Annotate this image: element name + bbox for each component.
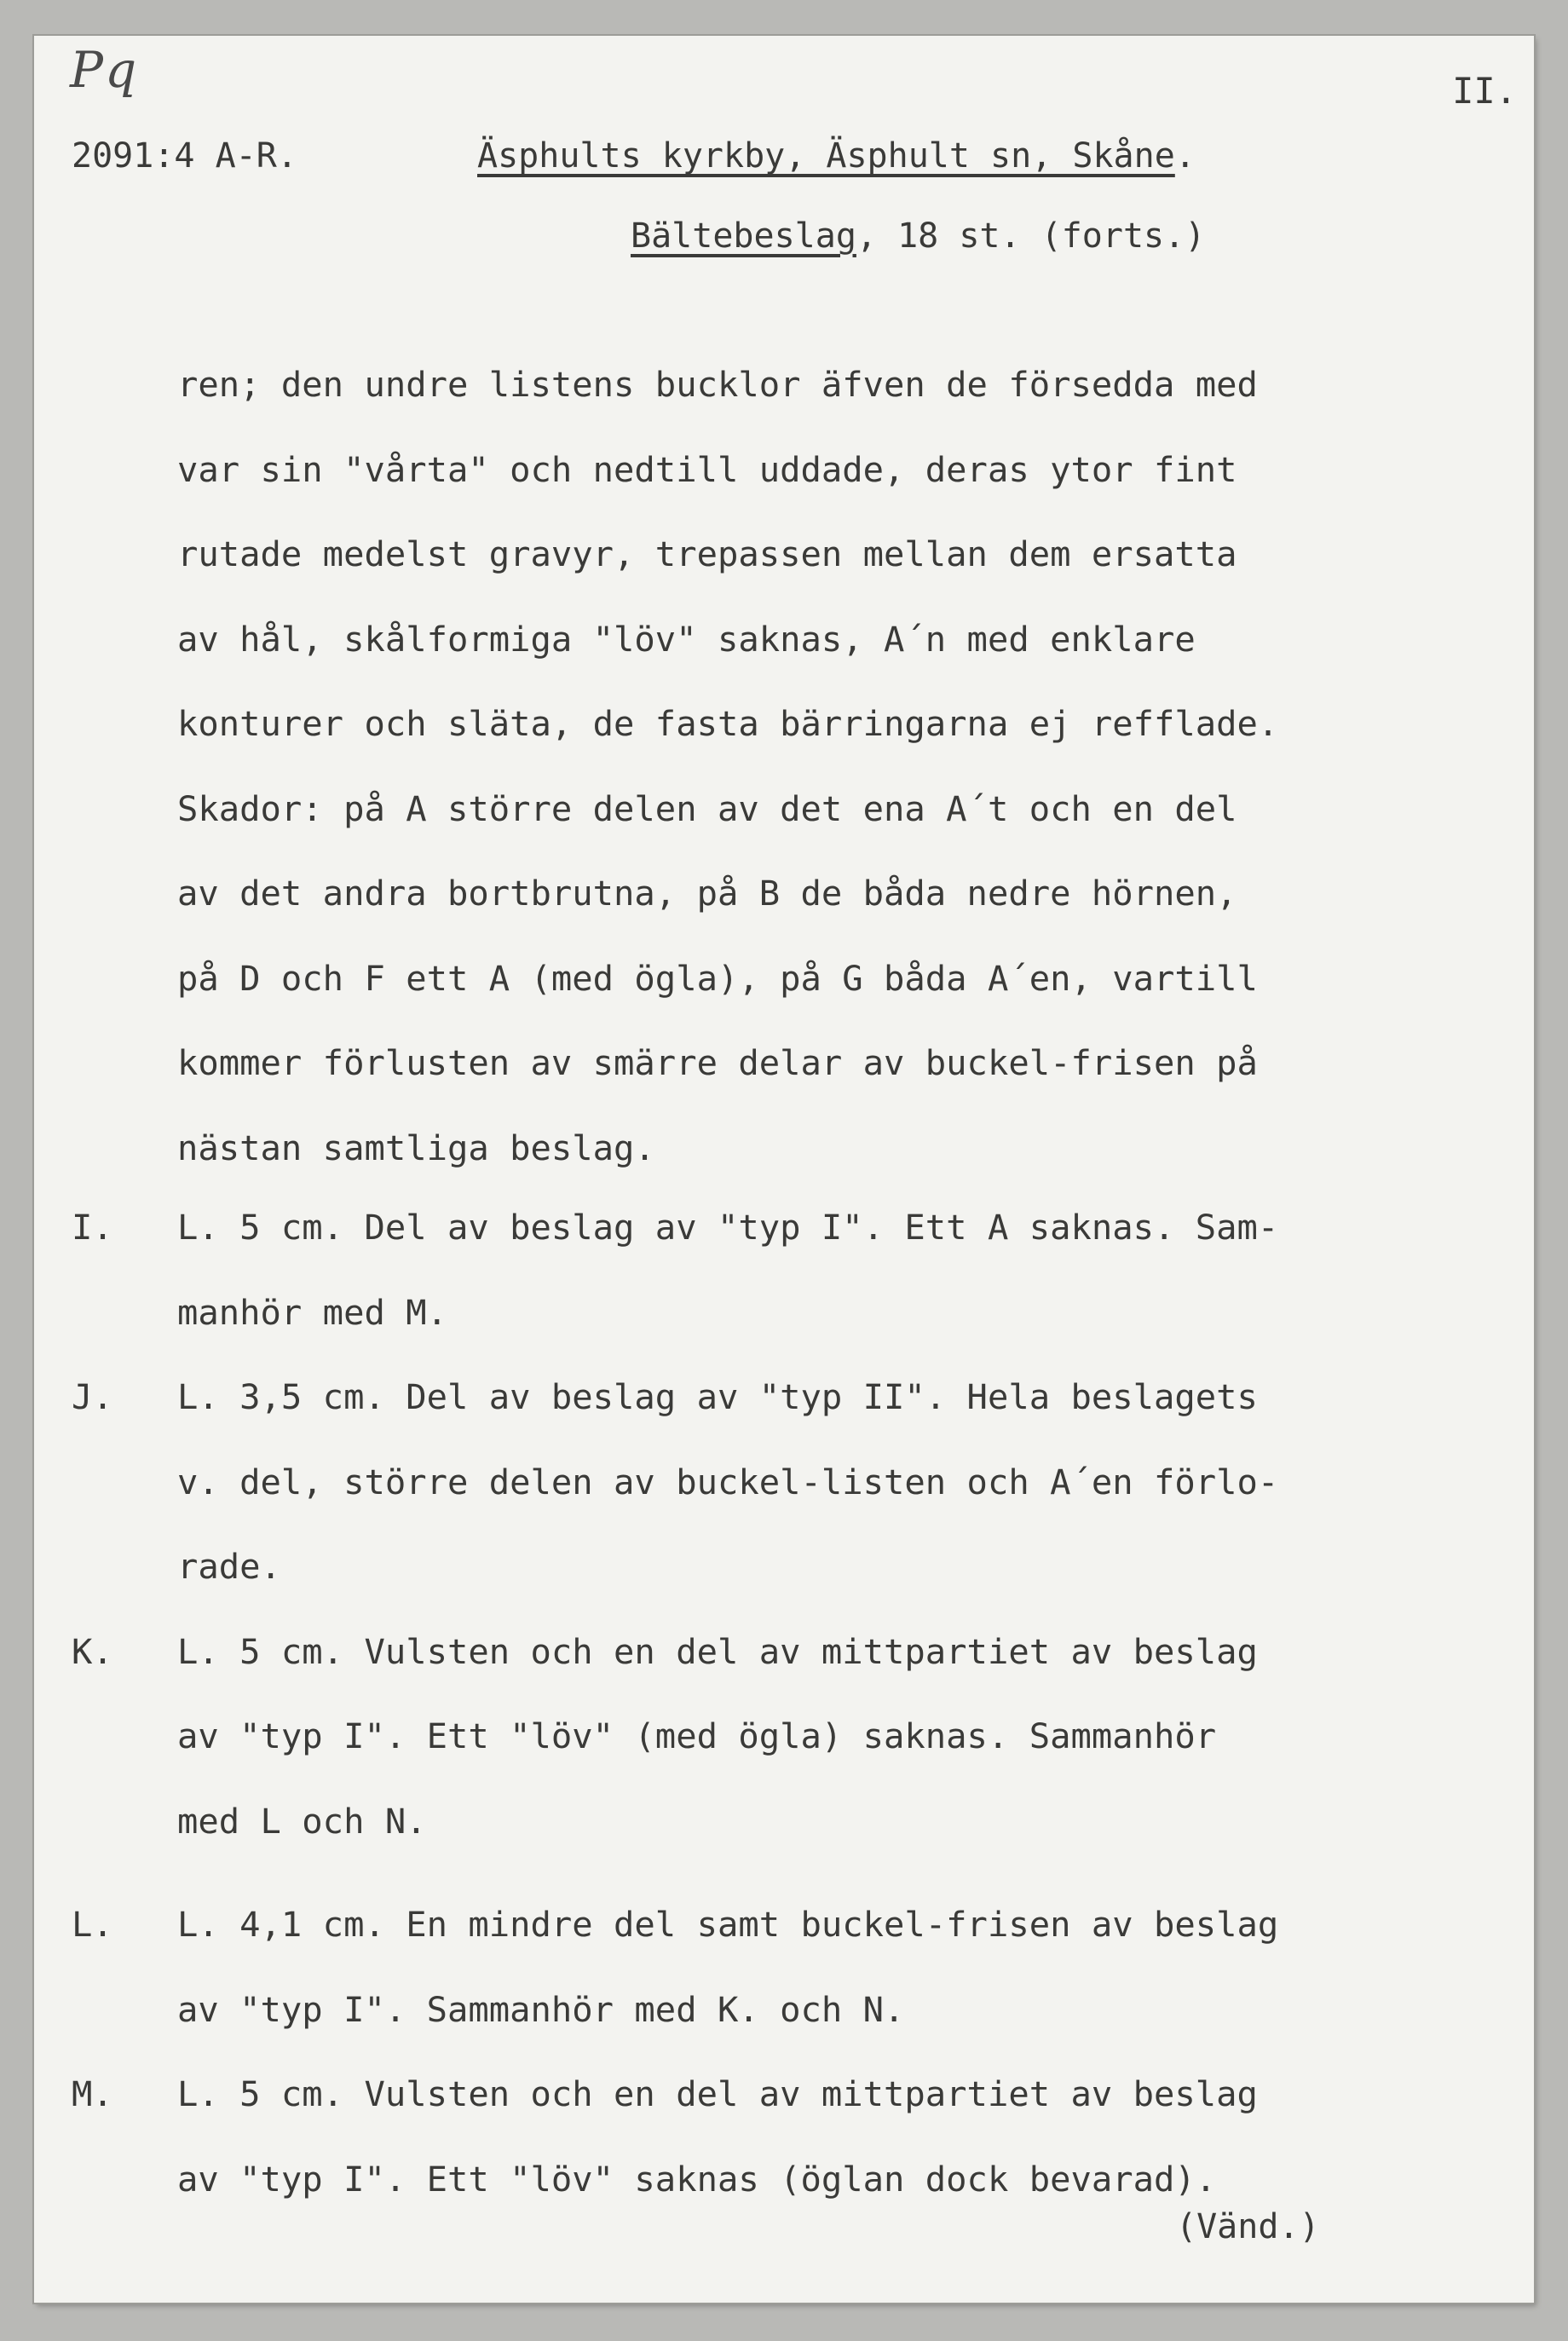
intro-line: av det andra bortbrutna, på B de båda nedre hörnen, xyxy=(177,873,1237,914)
entry-line: med L och N. xyxy=(177,1800,427,1842)
site-title xyxy=(477,136,1196,176)
site-title-text: Äsphults kyrkby, Äsphult sn, Skåne xyxy=(477,136,1175,176)
entry-line: av "typ I". Ett "löv" (med ögla) saknas. Sammanhör xyxy=(177,1715,1217,1756)
intro-line: kommer förlusten av smärre delar av buckel-frisen på xyxy=(177,1042,1258,1083)
object-subtitle-main: Bältebeslag xyxy=(631,216,856,256)
handwritten-note: Pq xyxy=(70,41,139,99)
turn-over-note: (Vänd.) xyxy=(1176,2207,1320,2246)
entry-line: manhör med M. xyxy=(177,1291,447,1333)
intro-line: av hål, skålformiga "löv" saknas, A´n med enklare xyxy=(177,618,1196,660)
entry-letter: I. xyxy=(72,1207,113,1248)
catalog-card xyxy=(34,36,1534,2303)
entry-line: av "typ I". Sammanhör med K. och N. xyxy=(177,1988,905,2030)
entry-line: L. 3,5 cm. Del av beslag av "typ II". Hela beslagets xyxy=(177,1376,1258,1417)
entry-body xyxy=(177,1610,1529,1865)
entry-line: L. 4,1 cm. En mindre del samt buckel-frisen av beslag xyxy=(177,1904,1279,1945)
inventory-number: 2091:4 A-R. xyxy=(72,136,297,176)
entry-letter: M. xyxy=(72,2073,113,2114)
entry-j xyxy=(72,1355,1529,1610)
intro-line: ren; den undre listens bucklor äfven de försedda med xyxy=(177,364,1258,405)
entry-i xyxy=(72,1185,1529,1355)
entry-body xyxy=(177,2052,1529,2222)
intro-line: konturer och släta, de fasta bärringarna ej refflade. xyxy=(177,703,1279,744)
entry-letter: J. xyxy=(72,1376,113,1417)
object-subtitle-rest: , 18 st. (forts.) xyxy=(856,216,1206,256)
entry-list xyxy=(72,1185,1529,2222)
entry-body xyxy=(177,1883,1529,2052)
entry-line: v. del, större delen av buckel-listen och A´en förlo- xyxy=(177,1461,1279,1502)
page-number: II. xyxy=(1452,70,1517,112)
entry-letter: L. xyxy=(72,1904,113,1945)
entry-body xyxy=(177,1355,1529,1610)
entry-letter: K. xyxy=(72,1630,113,1672)
object-subtitle xyxy=(631,216,1205,256)
entry-m xyxy=(72,2052,1529,2222)
entry-l xyxy=(72,1883,1529,2052)
entry-k xyxy=(72,1610,1529,1865)
entry-line: av "typ I". Ett "löv" saknas (öglan dock bevarad). xyxy=(177,2158,1217,2200)
entry-line: L. 5 cm. Vulsten och en del av mittpartiet av beslag xyxy=(177,2073,1258,2114)
entry-line: L. 5 cm. Vulsten och en del av mittpartiet av beslag xyxy=(177,1630,1258,1672)
intro-line: rutade medelst gravyr, trepassen mellan dem ersatta xyxy=(177,533,1237,574)
entry-line: rade. xyxy=(177,1546,281,1587)
site-title-end: . xyxy=(1174,136,1196,176)
intro-line: nästan samtliga beslag. xyxy=(177,1127,655,1168)
intro-line: var sin "vårta" och nedtill uddade, deras ytor fint xyxy=(177,448,1237,490)
intro-paragraph xyxy=(177,343,1524,1191)
intro-line: Skador: på A större delen av det ena A´t och en del xyxy=(177,787,1237,829)
intro-line: på D och F ett A (med ögla), på G båda A´en, vartill xyxy=(177,957,1258,999)
entry-body xyxy=(177,1185,1529,1355)
entry-line: L. 5 cm. Del av beslag av "typ I". Ett A saknas. Sam- xyxy=(177,1207,1279,1248)
